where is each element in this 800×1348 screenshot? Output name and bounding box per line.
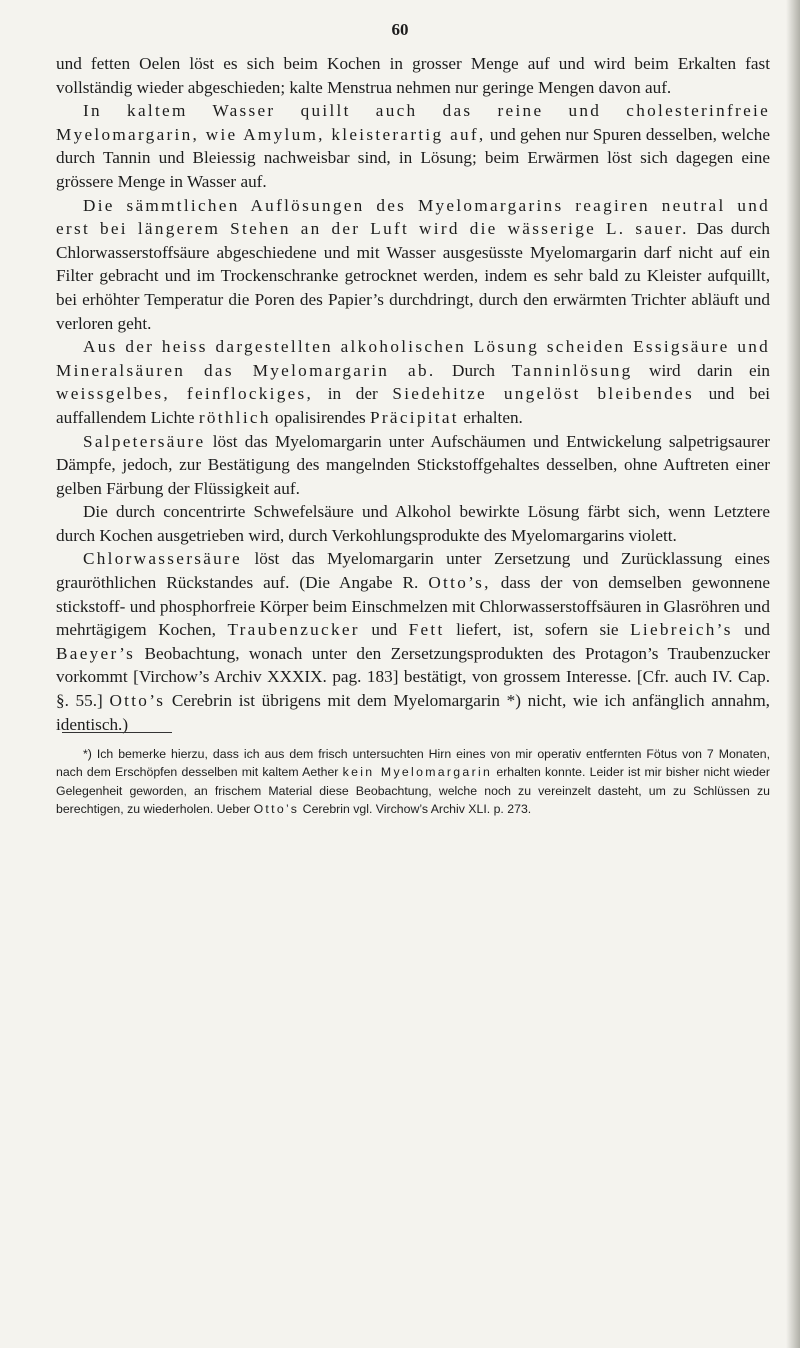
text-run: erhalten konnte. Leider ist mir bisher nicht wieder Gelegenheit geworden, an frischem Material diese Beobachtung, welche noch zu vereinzelt dasteht, um zu Schlüssen zu berechtigen, zu wiederholen. Ueber (56, 765, 770, 816)
spaced-emphasis-text: Siedehitze ungelöst bleibendes (392, 384, 694, 404)
spaced-emphasis-text: Otto’s (109, 691, 166, 711)
text-run: und gehen nur Spuren desselben, welche durch Tannin und Bleiessig nachweisbar sind, in Lösung; beim Erwärmen löst sich dagegen eine grössere Menge in Wasser auf. (56, 124, 770, 191)
paragraph (56, 547, 770, 736)
spaced-emphasis-text: kein Myelomargarin (342, 765, 493, 780)
paragraph (56, 52, 770, 99)
text-run: *) Ich bemerke hierzu, dass ich aus dem frisch untersuchten Hirn eines von mir operativ entfernten Fötus von 7 Monaten, nach dem Erschöpfen desselben mit kaltem Aether (56, 747, 770, 780)
spaced-emphasis-text: Otto’s (253, 801, 300, 816)
spaced-emphasis-text: Fett (408, 620, 445, 640)
footnote-rule (62, 732, 172, 733)
paragraph (56, 430, 770, 501)
spaced-emphasis-text: Otto’s, (428, 573, 491, 593)
text-run: Durch (435, 360, 512, 380)
text-run: und (359, 620, 409, 640)
spaced-emphasis-text: weissgelbes, feinflockiges, (56, 384, 314, 404)
spaced-emphasis-text: röthlich (198, 407, 271, 427)
text-run: Cerebrin vgl. Virchow’s Archiv XLI. p. 273. (299, 801, 532, 816)
text-run: opalisirendes (270, 407, 371, 427)
text-run: und (732, 620, 770, 640)
footnote-paragraph (56, 745, 770, 818)
text-run: Die durch concentrirte Schwefelsäure und Alkohol bewirkte Lösung färbt sich, wenn Letztere durch Kochen ausgetrieben wird, durch Verkohlungsprodukte des Myelomargarins violett. (56, 502, 770, 545)
page-edge-shadow (786, 0, 800, 1348)
text-run: wird darin ein (632, 360, 770, 380)
spaced-emphasis-text: Baeyer’s (56, 643, 136, 663)
footnote (56, 745, 770, 818)
page-number: 60 (391, 20, 409, 39)
text-run: Das durch Chlorwasserstoffsäure abgeschiedene und mit Wasser ausgesüsste Myelomargarin darf nicht auf ein Filter gebracht und im Trockenschranke getrocknet werden, indem es sehr bald zu Kleister aufquillt, bei erhöhter Temperatur die Poren des Papier’s durchdringt, durch den erwärmten Trichter abläuft und verloren geht. (56, 219, 770, 333)
text-run: erhalten. (458, 407, 523, 427)
paragraph (56, 500, 770, 547)
text-run: und bei auffallendem Lichte (56, 384, 770, 427)
text-run: in der (313, 384, 393, 404)
spaced-emphasis-text: Die sämmtlichen Auflösungen des Myelomargarins reagiren neutral und erst bei längerem Stehen an der Luft wird die wässerige L. sauer. (56, 195, 770, 239)
body-text (56, 52, 770, 736)
text-run: liefert, ist, sofern sie (444, 620, 631, 640)
spaced-emphasis-text: Präcipitat (370, 407, 459, 427)
text-run: löst das Myelomargarin unter Aufschäumen und Entwickelung salpetrigsaurer Dämpfe, jedoch, zur Bestätigung des mangelnden Stickstoffgehaltes desselben, ohne Auftreten einer gelben Färbung der Flüssigkeit auf. (56, 431, 770, 498)
paragraph (56, 335, 770, 429)
spaced-emphasis-text: Salpetersäure (83, 431, 206, 451)
spaced-emphasis-text: Liebreich’s (630, 620, 733, 640)
text-run: und fetten Oelen löst es sich beim Kochen in grosser Menge auf und wird beim Erkalten fast vollständig wieder abgeschieden; kalte Menstrua nehmen nur geringe Mengen davon auf. (56, 54, 770, 97)
text-run: Beobachtung, wonach unter den Zersetzungsprodukten des Protagon’s Traubenzucker vorkommt [Virchow’s Archiv XXXIX. pag. 183] bestätigt, von grossem Interesse. [Cfr. auch IV. Cap. §. 55.] (56, 643, 770, 711)
text-run: dass der von demselben gewonnene stickstoff- und phosphorfreie Körper beim Einschmelzen mit Chlorwasserstoffsäuren in Glasröhren und mehrtägigem Kochen, (56, 573, 770, 640)
paragraph (56, 99, 770, 193)
spaced-emphasis-text: Chlorwassersäure (83, 549, 242, 569)
spaced-emphasis-text: Tanninlösung (511, 360, 633, 380)
spaced-emphasis-text: In kaltem Wasser quillt auch das reine und cholesterinfreie Myelomargarin, wie Amylum, kleisterartig auf, (56, 101, 770, 144)
paragraph (56, 194, 770, 336)
text-run: löst das Myelomargarin unter Zersetzung und Zurücklassung eines grauröthlichen Rückstandes auf. (Die Angabe R. (56, 549, 770, 593)
spaced-emphasis-text: Traubenzucker (227, 620, 360, 640)
spaced-emphasis-text: Aus der heiss dargestellten alkoholischen Lösung scheiden Essigsäure und Mineralsäuren das Myelomargarin ab. (56, 337, 770, 380)
text-run: Cerebrin ist übrigens mit dem Myelomargarin *) nicht, wie ich anfänglich annahm, identisch.) (56, 691, 770, 734)
